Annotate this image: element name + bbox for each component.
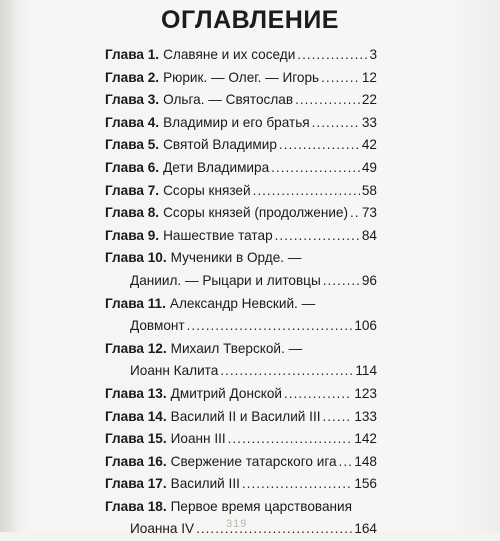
dot-leader: [295, 89, 360, 112]
chapter-number: Глава 8.: [105, 205, 160, 221]
dot-leader: [228, 428, 353, 451]
page-folio: 319: [226, 518, 248, 530]
dot-leader: [339, 451, 353, 474]
toc-entry-line: [105, 406, 377, 429]
toc-entry-line: [105, 67, 377, 90]
toc-entry: [105, 428, 377, 451]
dot-leader: [279, 134, 360, 157]
chapter-number: Глава 12.: [105, 340, 167, 356]
toc-entry-line: [105, 247, 377, 270]
chapter-title: Славяне и их соседи: [163, 47, 296, 62]
toc-entry-line: [105, 473, 377, 496]
page-number: 3: [369, 47, 377, 62]
chapter-number: Глава 15.: [105, 431, 167, 447]
toc-entry: [105, 451, 377, 474]
chapter-title: Мученики в Орде. —: [170, 250, 302, 266]
page-number: 164: [354, 521, 377, 537]
chapter-number: Глава 17.: [105, 476, 167, 492]
chapter-title: Даниил. — Рыцари и литовцы: [130, 272, 321, 288]
chapter-number: Глава 11.: [105, 295, 166, 311]
chapter-title: Александр Невский. —: [169, 295, 316, 311]
toc-entry-line: [105, 157, 377, 180]
toc-entry-line: [105, 112, 377, 135]
chapter-number: Глава 1.: [105, 47, 160, 62]
toc-entry-line: [105, 44, 377, 67]
chapter-number: Глава 3.: [105, 92, 160, 108]
chapter-number: Глава 5.: [105, 137, 160, 153]
toc-entry-line: [105, 225, 377, 248]
chapter-title: Ссоры князей (продолжение): [163, 205, 349, 221]
toc-entry-line: [105, 293, 377, 316]
dot-leader: [297, 44, 367, 67]
page-number: 73: [361, 205, 377, 221]
toc-entry: [105, 406, 377, 429]
toc-entry: [105, 180, 377, 203]
chapter-number: Глава 6.: [105, 159, 160, 175]
toc-entry: [105, 293, 377, 338]
toc-entry: [105, 202, 377, 225]
dot-leader: [271, 157, 360, 180]
page-gutter-shadow: [0, 0, 18, 532]
page-number: 22: [361, 92, 377, 108]
toc-entry-line: [105, 89, 377, 112]
chapter-title: Святой Владимир: [163, 137, 277, 153]
toc-entry: [105, 89, 377, 112]
chapter-title: Дмитрий Донской: [170, 385, 283, 401]
page-number: 156: [354, 476, 377, 492]
chapter-number: Глава 16.: [105, 453, 167, 469]
dot-leader: [242, 473, 352, 496]
dot-leader: [323, 270, 360, 293]
chapter-title: Владимир и его братья: [163, 114, 310, 130]
toc-entry-line: [105, 315, 377, 338]
toc-entry-line: [105, 496, 377, 519]
chapter-title: Нашествие татар: [163, 227, 273, 243]
page-number: 96: [361, 272, 377, 288]
dot-leader: [323, 406, 353, 429]
page-number: 123: [354, 385, 377, 401]
table-of-contents: [105, 44, 377, 541]
dot-leader: [284, 383, 352, 406]
chapter-title: Иоанн Калита: [130, 363, 219, 379]
chapter-number: Глава 9.: [105, 227, 160, 243]
chapter-number: Глава 14.: [105, 408, 167, 424]
chapter-number: Глава 18.: [105, 498, 167, 514]
chapter-number: Глава 7.: [105, 182, 160, 198]
toc-entry-line: [105, 383, 377, 406]
page-number: 133: [354, 408, 377, 424]
chapter-title: Иоанна IV: [130, 521, 195, 537]
toc-entry-line: [105, 338, 377, 361]
toc-entry-line: [105, 451, 377, 474]
toc-entry: [105, 44, 377, 67]
toc-entry: [105, 247, 377, 292]
chapter-title: Свержение татарского ига: [170, 453, 337, 469]
chapter-title: Иоанн III: [170, 431, 226, 447]
toc-entry: [105, 338, 377, 383]
page-number: 12: [361, 69, 377, 85]
toc-entry: [105, 225, 377, 248]
toc-entry: [105, 134, 377, 157]
page-number: 42: [361, 137, 377, 153]
toc-heading: ОГЛАВЛЕНИЕ: [161, 6, 339, 34]
chapter-number: Глава 10.: [105, 250, 167, 266]
dot-leader: [253, 180, 360, 203]
page-number: 49: [361, 159, 377, 175]
page-number: 84: [361, 227, 377, 243]
page-number: 114: [355, 363, 377, 379]
toc-entry: [105, 112, 377, 135]
toc-entry: [105, 157, 377, 180]
toc-entry-line: [105, 180, 377, 203]
toc-entry-line: [105, 134, 377, 157]
chapter-title: Довмонт: [130, 318, 185, 334]
chapter-title: Михаил Тверской. —: [170, 340, 303, 356]
chapter-title: Василий II и Василий III: [170, 408, 321, 424]
toc-entry: [105, 383, 377, 406]
chapter-number: Глава 13.: [105, 385, 167, 401]
page-number: 58: [361, 182, 377, 198]
chapter-title: Василий III: [170, 476, 240, 492]
toc-entry-line: [105, 360, 377, 383]
toc-entry: [105, 473, 377, 496]
dot-leader: [350, 202, 360, 225]
chapter-number: Глава 4.: [105, 114, 160, 130]
page-number: 148: [354, 453, 377, 469]
chapter-title: Рюрик. — Олег. — Игорь: [163, 69, 320, 85]
page-number: 33: [361, 114, 377, 130]
page-number: 142: [354, 431, 377, 447]
toc-entry: [105, 67, 377, 90]
toc-entry-line: [105, 202, 377, 225]
chapter-title: Первое время царствования: [170, 498, 352, 514]
dot-leader: [187, 315, 353, 338]
chapter-title: Ссоры князей: [163, 182, 251, 198]
chapter-title: Ольга. — Святослав: [163, 92, 294, 108]
toc-entry-line: [105, 270, 377, 293]
chapter-title: Дети Владимира: [163, 159, 270, 175]
toc-entry-line: [105, 428, 377, 451]
dot-leader: [321, 67, 360, 90]
dot-leader: [312, 112, 360, 135]
dot-leader: [196, 518, 352, 541]
dot-leader: [220, 360, 353, 383]
page-number: 106: [354, 318, 377, 334]
chapter-number: Глава 2.: [105, 69, 160, 85]
dot-leader: [275, 225, 360, 248]
